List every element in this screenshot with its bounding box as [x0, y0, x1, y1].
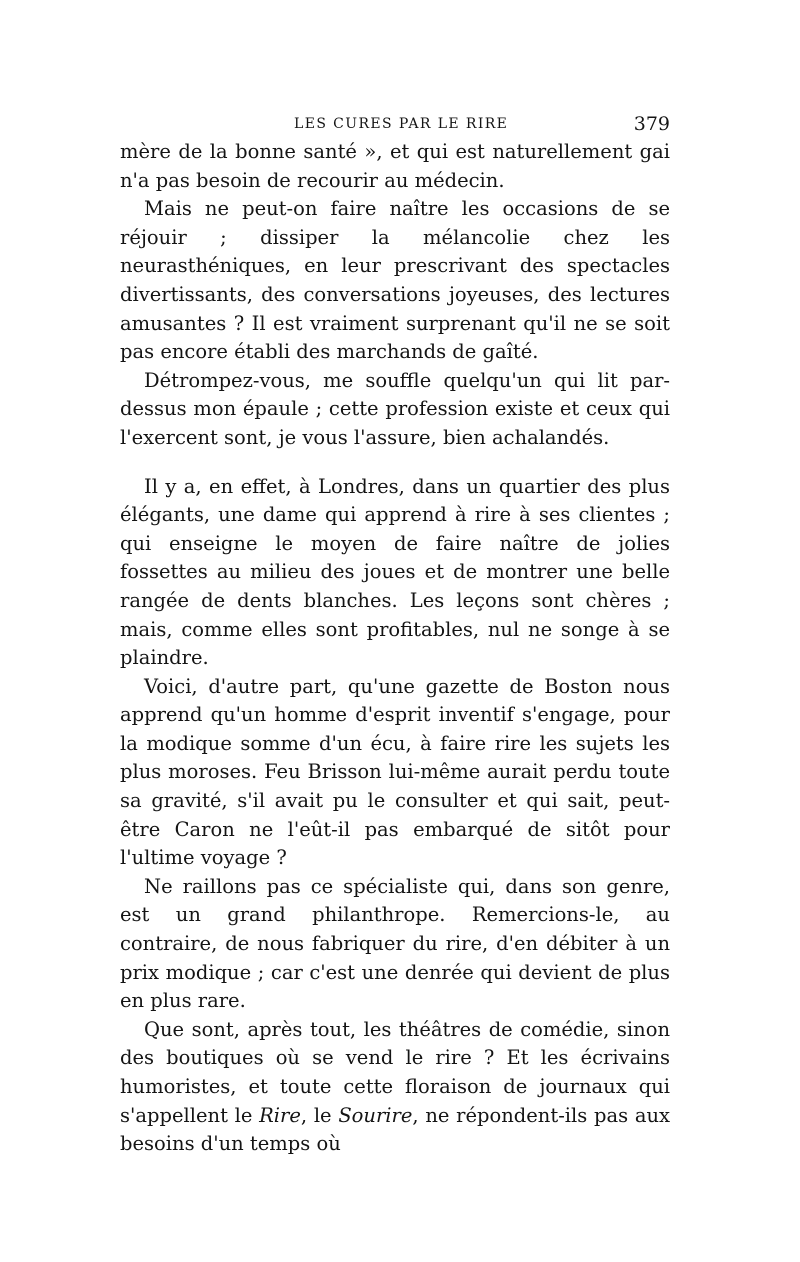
running-title: LES CURES PAR LE RIRE: [294, 116, 509, 132]
paragraph-7-text-middle: , le: [300, 1103, 339, 1127]
book-page: [120, 108, 670, 1159]
running-header: [120, 108, 670, 138]
paragraph-7-text-after: , ne répondent-ils pas aux besoins d'un temps où: [120, 1103, 670, 1156]
journal-title-sourire: Sourire: [338, 1103, 413, 1127]
paragraph-4: Il y a, en effet, à Londres, dans un quartier des plus élégants, une dame qui apprend à rire à ses clientes ; qui enseigne le moyen de faire naître de jolies fossettes au milieu des joues et de montrer une belle rangée de dents blanches. Les leçons sont chères ; mais, comme elles sont profitables, nul ne songe à se plaindre.: [120, 474, 670, 670]
paragraph-2: Mais ne peut-on faire naître les occasions de se réjouir ; dissiper la mélancolie chez les neurasthéniques, en leur prescrivant des spectacles divertissants, des conversations joyeuses, des lectures amusantes ? Il est vraiment surprenant qu'il ne se soit pas encore établi des marchands de gaîté.: [120, 197, 670, 364]
paragraph-7-text-before: Que sont, après tout, les théâtres de comédie, sinon des boutiques où se vend le rire ? Et les écrivains humoristes, et toute cette floraison de journaux qui s'appellent le: [120, 1017, 670, 1127]
paragraph-3: Détrompez-vous, me souffle quelqu'un qui lit par-dessus mon épaule ; cette profession existe et ceux qui l'exercent sont, je vous l'assure, bien achalandés.: [120, 368, 670, 449]
paragraph-6: Ne raillons pas ce spécialiste qui, dans son genre, est un grand philanthrope. Remercions-le, au contraire, de nous fabriquer du rire, d'en débiter à un prix modique ; car c'est une denrée qui devient de plus en plus rare.: [120, 874, 670, 1013]
page-number: 379: [633, 113, 670, 135]
paragraph-7: [120, 1016, 670, 1159]
body-text: [120, 138, 670, 1159]
journal-title-rire: Rire: [259, 1103, 301, 1127]
paragraph-5: Voici, d'autre part, qu'une gazette de Boston nous apprend qu'un homme d'esprit inventif s'engage, pour la modique somme d'un écu, à faire rire les sujets les plus moroses. Feu Brisson lui-même aurait perdu toute sa gravité, s'il avait pu le consulter et qui sait, peut-être Caron ne l'eût-il pas embarqué de sitôt pour l'ultime voyage ?: [120, 674, 670, 870]
paragraph-1: mère de la bonne santé », et qui est naturellement gai n'a pas besoin de recourir au médecin.: [120, 140, 670, 192]
